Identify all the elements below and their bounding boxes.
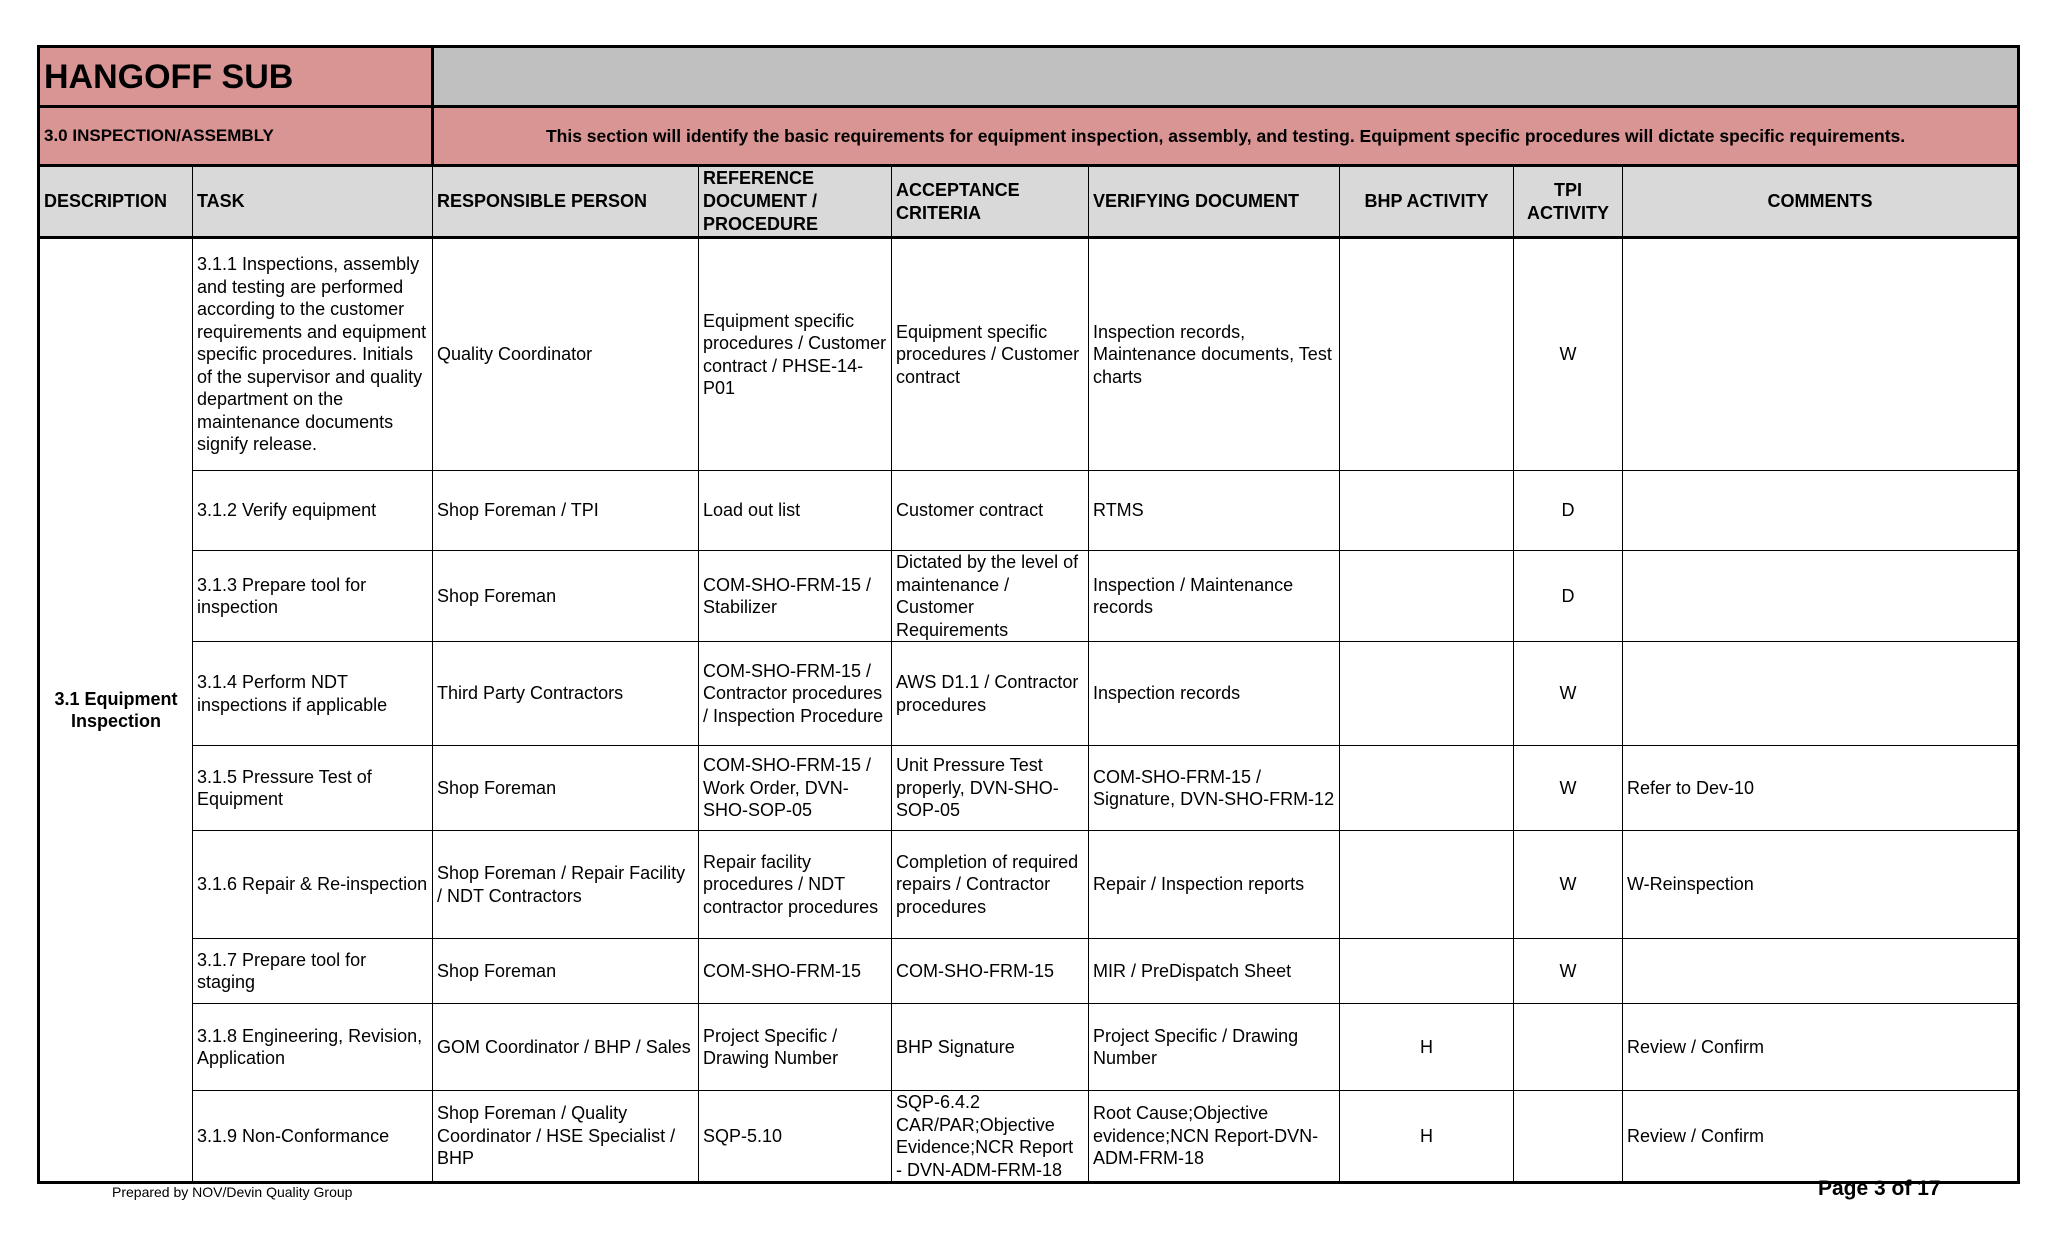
inspection-table [37, 45, 2020, 1184]
table-row [39, 746, 2019, 831]
header-description: DESCRIPTION [39, 166, 193, 238]
cell-task: 3.1.6 Repair & Re-inspection [193, 831, 433, 939]
cell-tpi: W [1514, 831, 1623, 939]
cell-tpi: D [1514, 471, 1623, 551]
table-row [39, 1004, 2019, 1091]
cell-tpi: W [1514, 642, 1623, 746]
cell-tpi: W [1514, 939, 1623, 1004]
cell-verifying: COM-SHO-FRM-15 / Signature, DVN-SHO-FRM-12 [1089, 746, 1340, 831]
cell-acceptance: Equipment specific procedures / Customer contract [892, 238, 1089, 471]
cell-task: 3.1.5 Pressure Test of Equipment [193, 746, 433, 831]
cell-tpi [1514, 1091, 1623, 1183]
cell-task: 3.1.1 Inspections, assembly and testing are performed according to the customer requirements and equipment specific procedures. Initials of the supervisor and quality department on the maintenance documents signify release. [193, 238, 433, 471]
cell-responsible: Shop Foreman / TPI [433, 471, 699, 551]
cell-comments [1623, 939, 2019, 1004]
header-reference: REFERENCE DOCUMENT / PROCEDURE [699, 166, 892, 238]
cell-acceptance: Customer contract [892, 471, 1089, 551]
cell-responsible: Shop Foreman [433, 939, 699, 1004]
title-row [39, 47, 2019, 107]
cell-bhp [1340, 471, 1514, 551]
cell-task: 3.1.7 Prepare tool for staging [193, 939, 433, 1004]
cell-verifying: Inspection records, Maintenance documents, Test charts [1089, 238, 1340, 471]
section-row [39, 107, 2019, 166]
page-number: Page 3 of 17 [1818, 1177, 1941, 1200]
cell-task: 3.1.4 Perform NDT inspections if applicable [193, 642, 433, 746]
cell-responsible: Quality Coordinator [433, 238, 699, 471]
cell-reference: COM-SHO-FRM-15 / Work Order, DVN-SHO-SOP-05 [699, 746, 892, 831]
cell-acceptance: BHP Signature [892, 1004, 1089, 1091]
cell-reference: COM-SHO-FRM-15 / Stabilizer [699, 551, 892, 642]
cell-verifying: Repair / Inspection reports [1089, 831, 1340, 939]
cell-responsible: Shop Foreman [433, 746, 699, 831]
cell-bhp [1340, 939, 1514, 1004]
cell-comments [1623, 238, 2019, 471]
table-row [39, 238, 2019, 471]
cell-acceptance: SQP-6.4.2 CAR/PAR;Objective Evidence;NCR Report - DVN-ADM-FRM-18 [892, 1091, 1089, 1183]
table-row [39, 1091, 2019, 1183]
prepared-by: Prepared by NOV/Devin Quality Group [112, 1184, 353, 1200]
table-row [39, 939, 2019, 1004]
cell-bhp [1340, 642, 1514, 746]
cell-task: 3.1.2 Verify equipment [193, 471, 433, 551]
cell-reference: SQP-5.10 [699, 1091, 892, 1183]
header-responsible: RESPONSIBLE PERSON [433, 166, 699, 238]
cell-reference: Repair facility procedures / NDT contractor procedures [699, 831, 892, 939]
cell-reference: COM-SHO-FRM-15 / Contractor procedures / Inspection Procedure [699, 642, 892, 746]
table-row [39, 642, 2019, 746]
header-acceptance: ACCEPTANCE CRITERIA [892, 166, 1089, 238]
cell-responsible: Shop Foreman / Repair Facility / NDT Contractors [433, 831, 699, 939]
cell-reference: Project Specific / Drawing Number [699, 1004, 892, 1091]
cell-responsible: Shop Foreman / Quality Coordinator / HSE Specialist / BHP [433, 1091, 699, 1183]
cell-comments: Review / Confirm [1623, 1004, 2019, 1091]
cell-verifying: RTMS [1089, 471, 1340, 551]
cell-comments [1623, 551, 2019, 642]
cell-tpi: W [1514, 238, 1623, 471]
header-row [39, 166, 2019, 238]
header-bhp: BHP ACTIVITY [1340, 166, 1514, 238]
cell-task: 3.1.9 Non-Conformance [193, 1091, 433, 1183]
cell-task: 3.1.8 Engineering, Revision, Application [193, 1004, 433, 1091]
cell-tpi: W [1514, 746, 1623, 831]
cell-bhp [1340, 238, 1514, 471]
header-verifying: VERIFYING DOCUMENT [1089, 166, 1340, 238]
cell-verifying: Inspection / Maintenance records [1089, 551, 1340, 642]
table-row [39, 471, 2019, 551]
section-description: This section will identify the basic requirements for equipment inspection, assembly, and testing. Equipment specific procedures will dictate specific requirements. [433, 107, 2019, 166]
cell-bhp: H [1340, 1091, 1514, 1183]
cell-responsible: Shop Foreman [433, 551, 699, 642]
cell-reference: Equipment specific procedures / Customer contract / PHSE-14-P01 [699, 238, 892, 471]
cell-acceptance: Dictated by the level of maintenance / Customer Requirements [892, 551, 1089, 642]
cell-reference: Load out list [699, 471, 892, 551]
cell-responsible: Third Party Contractors [433, 642, 699, 746]
cell-responsible: GOM Coordinator / BHP / Sales [433, 1004, 699, 1091]
cell-comments: Refer to Dev-10 [1623, 746, 2019, 831]
cell-acceptance: Completion of required repairs / Contractor procedures [892, 831, 1089, 939]
cell-acceptance: Unit Pressure Test properly, DVN-SHO-SOP-05 [892, 746, 1089, 831]
cell-comments: Review / Confirm [1623, 1091, 2019, 1183]
cell-verifying: Root Cause;Objective evidence;NCN Report-DVN-ADM-FRM-18 [1089, 1091, 1340, 1183]
cell-verifying: Inspection records [1089, 642, 1340, 746]
cell-tpi [1514, 1004, 1623, 1091]
cell-tpi: D [1514, 551, 1623, 642]
cell-acceptance: COM-SHO-FRM-15 [892, 939, 1089, 1004]
header-tpi: TPI ACTIVITY [1514, 166, 1623, 238]
title-filler [433, 47, 2019, 107]
cell-comments [1623, 471, 2019, 551]
table-row [39, 551, 2019, 642]
cell-bhp [1340, 746, 1514, 831]
cell-verifying: MIR / PreDispatch Sheet [1089, 939, 1340, 1004]
page-title: HANGOFF SUB [39, 47, 433, 107]
header-task: TASK [193, 166, 433, 238]
cell-comments: W-Reinspection [1623, 831, 2019, 939]
cell-comments [1623, 642, 2019, 746]
cell-task: 3.1.3 Prepare tool for inspection [193, 551, 433, 642]
cell-bhp [1340, 831, 1514, 939]
group-label: 3.1 Equipment Inspection [39, 238, 193, 1183]
cell-acceptance: AWS D1.1 / Contractor procedures [892, 642, 1089, 746]
header-comments: COMMENTS [1623, 166, 2019, 238]
section-label: 3.0 INSPECTION/ASSEMBLY [39, 107, 433, 166]
table-row [39, 831, 2019, 939]
cell-reference: COM-SHO-FRM-15 [699, 939, 892, 1004]
cell-bhp: H [1340, 1004, 1514, 1091]
cell-bhp [1340, 551, 1514, 642]
cell-verifying: Project Specific / Drawing Number [1089, 1004, 1340, 1091]
